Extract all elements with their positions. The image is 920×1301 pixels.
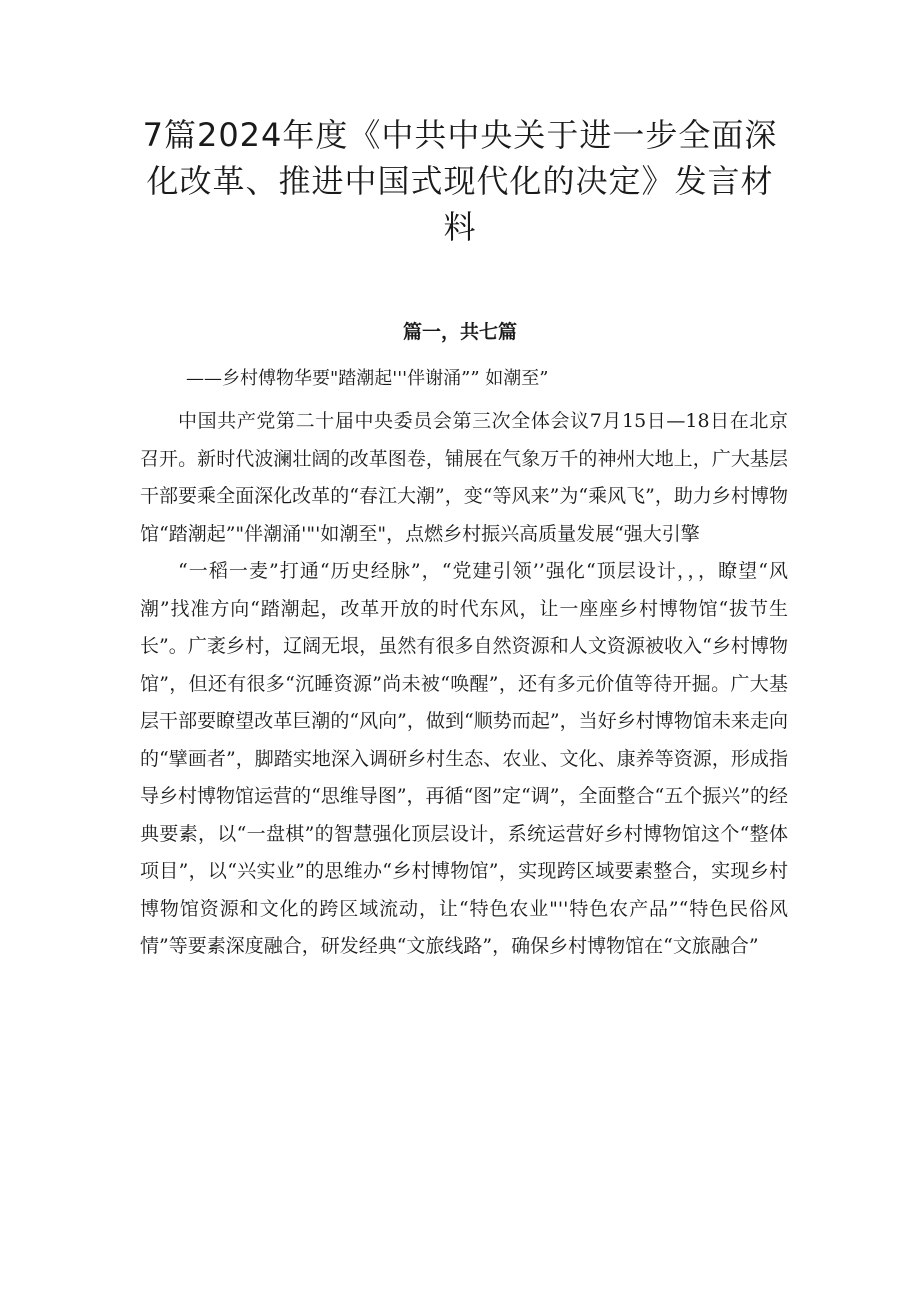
body-paragraph: 中国共产党第二十届中央委员会第三次全体会议7月15日—18日在北京召开。新时代波澜壮阔的改革图卷，铺展在气象万千的神州大地上，广大基层干部要乘全面深化改革的“春江大潮”，变“等风来”为“乘风飞”，助力乡村博物馆“踏潮起”"伴潮涌'"'如潮至"，点燃乡村振兴高质量发展“强大引擎 [140,410,788,545]
document-body [140,403,788,966]
body-paragraph: “一稻一麦”打通“历史经脉”，“党建引领’’强化“顶层设计，，，瞭望“风潮”找准方向“踏潮起，改革开放的时代东风，让一座座乡村博物馆“拔节生长”。广袤乡村，辽阔无垠，虽然有很多自然资源和人文资源被收入“乡村博物馆”，但还有很多“沉睡资源”尚未被“唤醒”，还有多元价值等待开掘。广大基层干部要瞭望改革巨潮的“风向”，做到“顺势而起”，当好乡村博物馆未来走向的“擘画者”，脚踏实地深入调研乡村生态、农业、文化、康养等资源，形成指导乡村博物馆运营的“思维导图”，再循“图”定“调”，全面整合“五个振兴”的经典要素，以“一盘棋”的智慧强化顶层设计，系统运营好乡村博物馆这个“整体项目”，以“兴实业”的思维办“乡村博物馆”，实现跨区域要素整合，实现乡村博物馆资源和文化的跨区域流动，让“特色农业"''特色农产品”“特色民俗风情”等要素深度融合，研发经典“文旅线路”，确保乡村博物馆在“文旅融合” [140,560,788,957]
section-subtitle: ——乡村傅物华要"踏潮起'''伴谢涌”” 如潮至” [186,368,549,389]
document-title: 7篇2024年度《中共中央关于进一步全面深化改革、推进中国式现代化的决定》发言材料 [142,116,778,246]
section-heading: 篇一，共七篇 [402,321,517,343]
